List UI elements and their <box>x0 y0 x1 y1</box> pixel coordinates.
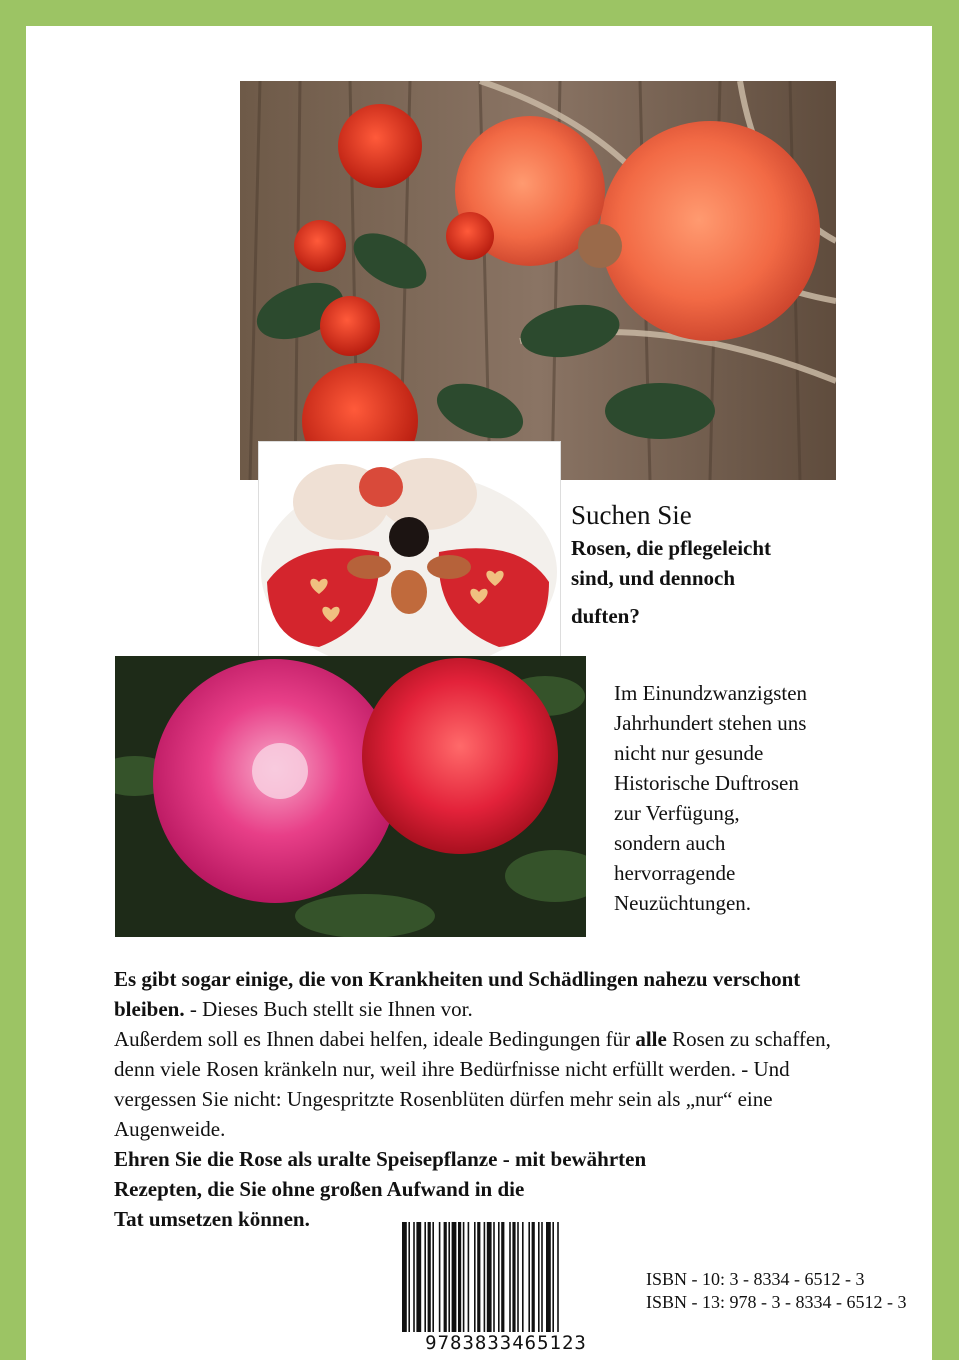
side-text-line: sondern auch <box>614 831 726 855</box>
barcode-bar <box>448 1222 450 1332</box>
side-text-line: hervorragende <box>614 861 736 885</box>
body-p1-rest: - Dieses Buch stellt sie Ihnen vor. <box>184 997 473 1021</box>
barcode-bar <box>512 1222 515 1332</box>
headline-title: Suchen Sie <box>571 500 692 530</box>
headline-line-3: duften? <box>571 604 640 628</box>
side-text-line: zur Verfügung, <box>614 801 740 825</box>
barcode-bar <box>416 1222 421 1332</box>
pink-red-roses-photo <box>115 656 586 937</box>
side-text-line: Neuzüchtungen. <box>614 891 752 915</box>
body-p3-line-1: Ehren Sie die Rose als uralte Speisepflanze - mit bewährten <box>114 1147 647 1171</box>
body-paragraph-2 <box>114 1024 854 1144</box>
body-p2-bold: alle <box>635 1027 667 1051</box>
headline-line-2: sind, und dennoch <box>571 566 736 590</box>
barcode-bar <box>517 1222 519 1332</box>
isbn-13: ISBN - 13: 978 - 3 - 8334 - 6512 - 3 <box>646 1292 907 1312</box>
barcode-bar <box>532 1222 535 1332</box>
body-p3-line-2: Rezepten, die Sie ohne großen Aufwand in die <box>114 1177 525 1201</box>
barcode-bar <box>428 1222 431 1332</box>
isbn-10: ISBN - 10: 3 - 8334 - 6512 - 3 <box>646 1269 865 1289</box>
barcode <box>396 1222 616 1360</box>
body-paragraph-1 <box>114 964 854 1024</box>
barcode-digits: 9783833465123 <box>425 1332 587 1354</box>
barcode-bar <box>484 1222 486 1332</box>
barcode-bar <box>474 1222 476 1332</box>
barcode-bar <box>528 1222 530 1332</box>
body-p1-bold: Es gibt sogar einige, die von Krankheiten und Schädlingen nahezu verschont bleiben. <box>114 967 801 1021</box>
barcode-bar <box>493 1222 495 1332</box>
barcode-bar <box>452 1222 457 1332</box>
barcode-bar <box>477 1222 480 1332</box>
barcode-bar <box>501 1222 504 1332</box>
barcode-bar <box>432 1222 434 1332</box>
barcode-bar <box>444 1222 447 1332</box>
barcode-bar <box>546 1222 551 1332</box>
barcode-bar <box>487 1222 492 1332</box>
side-text-line: Historische Duftrosen <box>614 771 799 795</box>
body-text <box>114 964 854 1234</box>
body-p2-a: Außerdem soll es Ihnen dabei helfen, ideale Bedingungen für <box>114 1027 636 1051</box>
barcode-bar <box>522 1222 524 1332</box>
orange-roses-photo <box>240 81 836 480</box>
barcode-bar <box>402 1222 407 1332</box>
headline-line-1: Rosen, die pflegeleicht <box>571 536 772 560</box>
orange-roses-illustration <box>240 81 836 480</box>
barcode-bar <box>538 1222 540 1332</box>
side-text-line: Im Einundzwanzigsten <box>614 681 808 705</box>
barcode-bar <box>552 1222 554 1332</box>
barcode-bars <box>396 1222 616 1332</box>
barcode-bar <box>439 1222 441 1332</box>
body-p3-line-3: Tat umsetzen können. <box>114 1207 310 1231</box>
back-cover <box>26 26 932 1360</box>
barcode-bar <box>413 1222 415 1332</box>
barcode-bar <box>468 1222 470 1332</box>
body-paragraph-3 <box>114 1144 854 1234</box>
side-text-line: Jahrhundert stehen uns <box>614 711 807 735</box>
barcode-bar <box>557 1222 559 1332</box>
dessert-plate-photo <box>259 442 560 670</box>
barcode-bar <box>498 1222 500 1332</box>
side-text-line: nicht nur gesunde <box>614 741 764 765</box>
barcode-bar <box>424 1222 426 1332</box>
barcode-bar <box>408 1222 410 1332</box>
side-text <box>614 678 807 918</box>
barcode-bar <box>509 1222 511 1332</box>
body-p2-b: Rosen zu schaffen, denn viele Rosen kränkeln nur, weil ihre Bedürfnisse nicht erfüllt werden. - Und vergessen Sie nicht: Ungespritzte Rosenblüten dürfen mehr sein als „nur“ eine Augenweide. <box>114 1027 831 1141</box>
barcode-bar <box>541 1222 543 1332</box>
barcode-bar <box>463 1222 465 1332</box>
dessert-plate-illustration <box>259 442 560 670</box>
barcode-bar <box>458 1222 461 1332</box>
pink-red-roses-illustration <box>115 656 586 937</box>
